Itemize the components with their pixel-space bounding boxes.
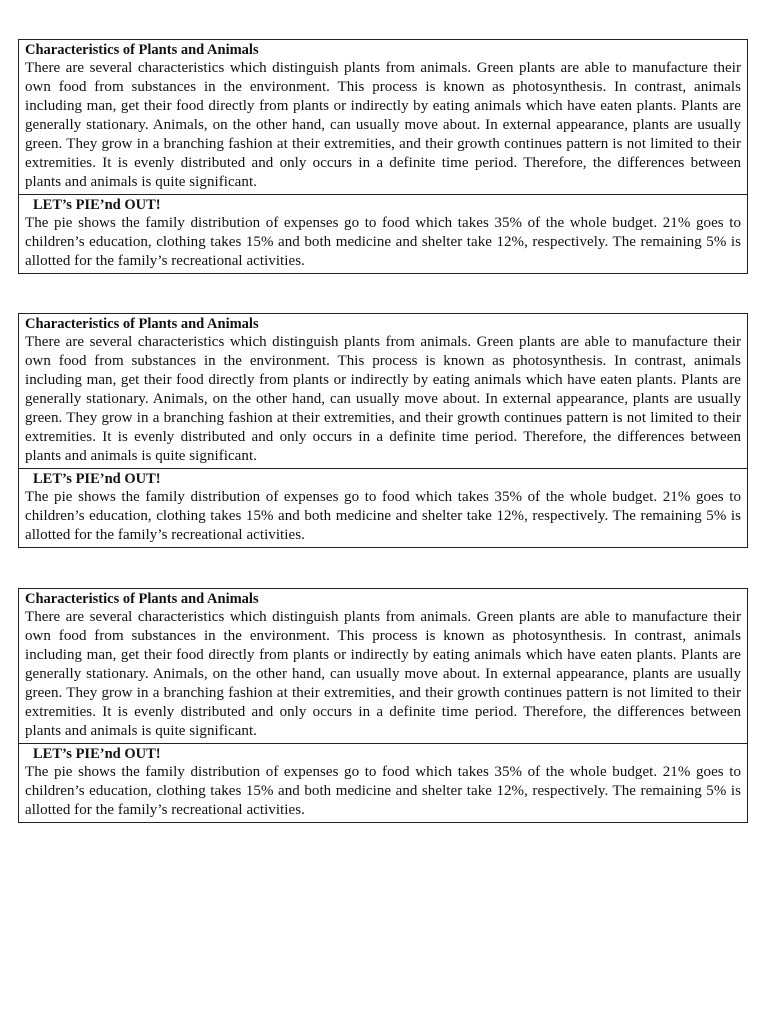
plants-animals-section (19, 40, 747, 194)
reading-card-2 (18, 313, 748, 548)
plants-animals-paragraph: There are several characteristics which distinguish plants from animals. Green plants are able to manufacture their own food from substances in the environment. This process is known as photosynthesis. In contrast, animals including man, get their food directly from plants or indirectly by eating animals which have eaten plants. Plants are generally stationary. Animals, on the other hand, can usually move about. In external appearance, plants are usually green. They grow in a branching fashion at their extremities, and their growth continues pattern is not limited to their extremities. It is evenly distributed and only occurs in a definite time period. Therefore, the differences between plants and animals is quite significant. (25, 60, 741, 190)
plants-animals-title: Characteristics of Plants and Animals (25, 42, 259, 58)
pie-title: LET’s PIE’nd OUT! (33, 197, 161, 213)
reading-card-3 (18, 588, 748, 823)
reading-card-1 (18, 39, 748, 274)
pie-paragraph: The pie shows the family distribution of expenses go to food which takes 35% of the whole budget. 21% goes to children’s education, clothing takes 15% and both medicine and shelter take 12%, respectively. The remaining 5% is allotted for the family’s recreational activities. (25, 764, 741, 818)
pie-title: LET’s PIE’nd OUT! (33, 471, 161, 487)
plants-animals-paragraph: There are several characteristics which distinguish plants from animals. Green plants are able to manufacture their own food from substances in the environment. This process is known as photosynthesis. In contrast, animals including man, get their food directly from plants or indirectly by eating animals which have eaten plants. Plants are generally stationary. Animals, on the other hand, can usually move about. In external appearance, plants are usually green. They grow in a branching fashion at their extremities, and their growth continues pattern is not limited to their extremities. It is evenly distributed and only occurs in a definite time period. Therefore, the differences between plants and animals is quite significant. (25, 334, 741, 464)
plants-animals-paragraph: There are several characteristics which distinguish plants from animals. Green plants are able to manufacture their own food from substances in the environment. This process is known as photosynthesis. In contrast, animals including man, get their food directly from plants or indirectly by eating animals which have eaten plants. Plants are generally stationary. Animals, on the other hand, can usually move about. In external appearance, plants are usually green. They grow in a branching fashion at their extremities, and their growth continues pattern is not limited to their extremities. It is evenly distributed and only occurs in a definite time period. Therefore, the differences between plants and animals is quite significant. (25, 609, 741, 739)
plants-animals-section (19, 314, 747, 468)
pie-section (19, 468, 747, 547)
plants-animals-title: Characteristics of Plants and Animals (25, 591, 259, 607)
plants-animals-section (19, 589, 747, 743)
pie-paragraph: The pie shows the family distribution of expenses go to food which takes 35% of the whole budget. 21% goes to children’s education, clothing takes 15% and both medicine and shelter take 12%, respectively. The remaining 5% is allotted for the family’s recreational activities. (25, 215, 741, 269)
pie-title: LET’s PIE’nd OUT! (33, 746, 161, 762)
pie-paragraph: The pie shows the family distribution of expenses go to food which takes 35% of the whole budget. 21% goes to children’s education, clothing takes 15% and both medicine and shelter take 12%, respectively. The remaining 5% is allotted for the family’s recreational activities. (25, 489, 741, 543)
pie-section (19, 194, 747, 273)
pie-section (19, 743, 747, 822)
plants-animals-title: Characteristics of Plants and Animals (25, 316, 259, 332)
